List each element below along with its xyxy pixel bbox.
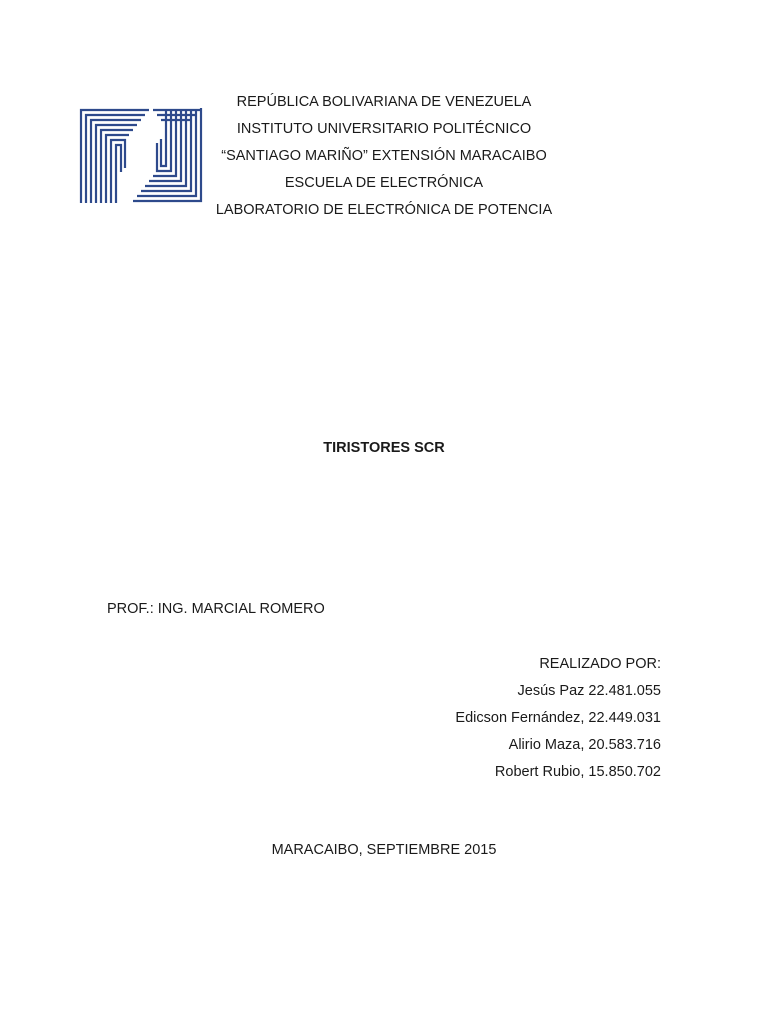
author-name: Alirio Maza, 20.583.716 [508, 737, 661, 753]
header-line-laboratory: LABORATORIO DE ELECTRÓNICA DE POTENCIA [215, 202, 553, 218]
author-name: Edicson Fernández, 22.449.031 [455, 710, 661, 726]
professor-line: PROF.: ING. MARCIAL ROMERO [107, 601, 325, 617]
authors-heading: REALIZADO POR: [539, 656, 661, 672]
institution-header [0, 89, 768, 224]
author-name: Jesús Paz 22.481.055 [517, 683, 661, 699]
header-line-extension: “SANTIAGO MARIÑO” EXTENSIÓN MARACAIBO [221, 148, 547, 164]
authors-block [455, 651, 661, 786]
header-line-institute: INSTITUTO UNIVERSITARIO POLITÉCNICO [236, 121, 532, 137]
place-date: MARACAIBO, SEPTIEMBRE 2015 [271, 842, 497, 858]
author-name: Robert Rubio, 15.850.702 [494, 764, 661, 780]
header-line-school: ESCUELA DE ELECTRÓNICA [284, 175, 484, 191]
header-line-country: REPÚBLICA BOLIVARIANA DE VENEZUELA [236, 94, 532, 110]
document-title: TIRISTORES SCR [323, 440, 445, 456]
